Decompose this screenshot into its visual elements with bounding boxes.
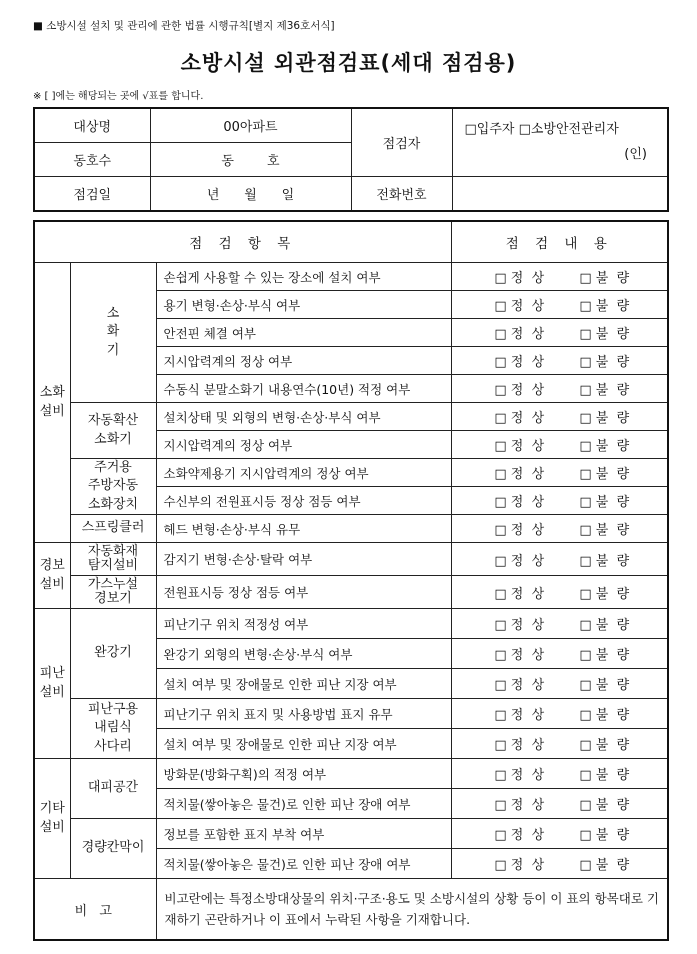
normal-checkbox[interactable]: □ 정 상 [494, 439, 545, 454]
defect-checkbox[interactable]: □ 불 량 [579, 467, 630, 482]
defect-checkbox[interactable]: □ 불 량 [579, 768, 630, 783]
defect-checkbox[interactable]: □ 불 량 [579, 439, 630, 454]
result-cell[interactable] [451, 789, 668, 819]
sub-extinguisher: 소 화 기 [70, 263, 156, 403]
item-text: 전원표시등 정상 점등 여부 [156, 576, 451, 609]
sub-light-partition: 경량칸막이 [70, 819, 156, 879]
item-text: 헤드 변형·손상·부식 유무 [156, 515, 451, 543]
sub-kitchen-system: 주거용 주방자동 소화장치 [70, 459, 156, 515]
result-cell[interactable] [451, 609, 668, 639]
normal-checkbox[interactable]: □ 정 상 [494, 411, 545, 426]
item-text: 지시압력계의 정상 여부 [156, 431, 451, 459]
result-cell[interactable] [451, 699, 668, 729]
sub-auto-fire-detection: 자동화재 탐지설비 [70, 543, 156, 576]
result-cell[interactable] [451, 291, 668, 319]
item-text: 수동식 분말소화기 내용연수(10년) 적정 여부 [156, 375, 451, 403]
sub-auto-extinguisher: 자동확산 소화기 [70, 403, 156, 459]
defect-checkbox[interactable]: □ 불 량 [579, 411, 630, 426]
target-value[interactable]: 00아파트 [150, 108, 351, 143]
defect-checkbox[interactable]: □ 불 량 [579, 858, 630, 873]
result-cell[interactable] [451, 487, 668, 515]
normal-checkbox[interactable]: □ 정 상 [494, 618, 545, 633]
unit-value[interactable]: 동 호 [150, 143, 351, 177]
result-cell[interactable] [451, 375, 668, 403]
defect-checkbox[interactable]: □ 불 량 [579, 553, 630, 569]
sub-refuge-space: 대피공간 [70, 759, 156, 819]
result-cell[interactable] [451, 849, 668, 879]
date-value[interactable]: 년 월 일 [150, 177, 351, 212]
result-cell[interactable] [451, 729, 668, 759]
normal-checkbox[interactable]: □ 정 상 [494, 738, 545, 753]
normal-checkbox[interactable]: □ 정 상 [494, 523, 545, 538]
unit-label: 동호수 [34, 143, 150, 177]
item-text: 설치 여부 및 장애물로 인한 피난 지장 여부 [156, 729, 451, 759]
regulation-reference: ■ 소방시설 설치 및 관리에 관한 법률 시행규칙[별지 제36호서식] [33, 20, 335, 32]
normal-checkbox[interactable]: □ 정 상 [494, 553, 545, 569]
sub-gas-leak-alarm: 가스누설 경보기 [70, 576, 156, 609]
normal-checkbox[interactable]: □ 정 상 [494, 467, 545, 482]
defect-checkbox[interactable]: □ 불 량 [579, 798, 630, 813]
defect-checkbox[interactable]: □ 불 량 [579, 708, 630, 723]
phone-label: 전화번호 [351, 177, 452, 212]
item-text: 지시압력계의 정상 여부 [156, 347, 451, 375]
target-label: 대상명 [34, 108, 150, 143]
item-text: 완강기 외형의 변형·손상·부식 여부 [156, 639, 451, 669]
result-cell[interactable] [451, 576, 668, 609]
normal-checkbox[interactable]: □ 정 상 [494, 271, 545, 286]
result-cell[interactable] [451, 819, 668, 849]
item-text: 정보를 포함한 표지 부착 여부 [156, 819, 451, 849]
defect-checkbox[interactable]: □ 불 량 [579, 299, 630, 314]
header-inspection-items: 점 검 항 목 [34, 221, 451, 263]
item-text: 피난기구 위치 적정성 여부 [156, 609, 451, 639]
item-text: 감지기 변형·손상·탈락 여부 [156, 543, 451, 576]
item-text: 적치물(쌓아놓은 물건)로 인한 피난 장애 여부 [156, 789, 451, 819]
defect-checkbox[interactable]: □ 불 량 [579, 523, 630, 538]
header-inspection-result: 점 검 내 용 [451, 221, 668, 263]
result-cell[interactable] [451, 319, 668, 347]
result-cell[interactable] [451, 639, 668, 669]
item-text: 용기 변형·손상·부식 여부 [156, 291, 451, 319]
normal-checkbox[interactable]: □ 정 상 [494, 299, 545, 314]
inspector-options[interactable]: □입주자 □소방안전관리자 [464, 121, 619, 137]
defect-checkbox[interactable]: □ 불 량 [579, 648, 630, 663]
defect-checkbox[interactable]: □ 불 량 [579, 828, 630, 843]
normal-checkbox[interactable]: □ 정 상 [494, 858, 545, 873]
category-other: 기타 설비 [34, 759, 70, 879]
category-alarm: 경보 설비 [34, 543, 70, 609]
seal-mark: (인) [624, 146, 647, 162]
check-instruction-note: ※ [ ]에는 해당되는 곳에 √표를 합니다. [33, 91, 204, 102]
normal-checkbox[interactable]: □ 정 상 [494, 648, 545, 663]
defect-checkbox[interactable]: □ 불 량 [579, 495, 630, 510]
normal-checkbox[interactable]: □ 정 상 [494, 768, 545, 783]
item-text: 설치상태 및 외형의 변형·손상·부식 여부 [156, 403, 451, 431]
defect-checkbox[interactable]: □ 불 량 [579, 738, 630, 753]
item-text: 안전핀 체결 여부 [156, 319, 451, 347]
inspector-label: 점검자 [351, 108, 452, 177]
item-text: 방화문(방화구획)의 적정 여부 [156, 759, 451, 789]
result-cell[interactable] [451, 543, 668, 576]
normal-checkbox[interactable]: □ 정 상 [494, 383, 545, 398]
defect-checkbox[interactable]: □ 불 량 [579, 678, 630, 693]
normal-checkbox[interactable]: □ 정 상 [494, 586, 545, 602]
category-evacuation: 피난 설비 [34, 609, 70, 759]
phone-value[interactable] [452, 177, 668, 212]
defect-checkbox[interactable]: □ 불 량 [579, 327, 630, 342]
normal-checkbox[interactable]: □ 정 상 [494, 708, 545, 723]
defect-checkbox[interactable]: □ 불 량 [579, 586, 630, 602]
defect-checkbox[interactable]: □ 불 량 [579, 271, 630, 286]
result-cell[interactable] [451, 669, 668, 699]
result-cell[interactable] [451, 263, 668, 291]
sub-sprinkler: 스프링클러 [70, 515, 156, 543]
item-text: 소화약제용기 지시압력계의 정상 여부 [156, 459, 451, 487]
inspection-table [33, 220, 669, 941]
item-text: 손쉽게 사용할 수 있는 장소에 설치 여부 [156, 263, 451, 291]
normal-checkbox[interactable]: □ 정 상 [494, 828, 545, 843]
result-cell[interactable] [451, 759, 668, 789]
date-label: 점검일 [34, 177, 150, 212]
normal-checkbox[interactable]: □ 정 상 [494, 798, 545, 813]
result-cell[interactable] [451, 515, 668, 543]
defect-checkbox[interactable]: □ 불 량 [579, 618, 630, 633]
item-text: 피난기구 위치 표지 및 사용방법 표지 유무 [156, 699, 451, 729]
inspector-cell[interactable] [452, 108, 668, 177]
result-cell[interactable] [451, 403, 668, 431]
defect-checkbox[interactable]: □ 불 량 [579, 383, 630, 398]
result-cell[interactable] [451, 347, 668, 375]
remark-text[interactable]: 비고란에는 특정소방대상물의 위치·구조·용도 및 소방시설의 상황 등이 이 표의 항목대로 기재하기 곤란하거나 이 표에서 누락된 사항을 기재합니다. [156, 879, 668, 941]
normal-checkbox[interactable]: □ 정 상 [494, 495, 545, 510]
info-table [33, 107, 669, 212]
category-fire: 소화 설비 [34, 263, 70, 543]
item-text: 적치물(쌓아놓은 물건)로 인한 피난 장애 여부 [156, 849, 451, 879]
sub-descender: 완강기 [70, 609, 156, 699]
normal-checkbox[interactable]: □ 정 상 [494, 327, 545, 342]
normal-checkbox[interactable]: □ 정 상 [494, 355, 545, 370]
item-text: 수신부의 전원표시등 정상 점등 여부 [156, 487, 451, 515]
remark-label: 비 고 [34, 879, 156, 941]
normal-checkbox[interactable]: □ 정 상 [494, 678, 545, 693]
sub-ladder: 피난구용 내림식 사다리 [70, 699, 156, 759]
defect-checkbox[interactable]: □ 불 량 [579, 355, 630, 370]
result-cell[interactable] [451, 431, 668, 459]
item-text: 설치 여부 및 장애물로 인한 피난 지장 여부 [156, 669, 451, 699]
page-title: 소방시설 외관점검표(세대 점검용) [180, 51, 517, 75]
result-cell[interactable] [451, 459, 668, 487]
